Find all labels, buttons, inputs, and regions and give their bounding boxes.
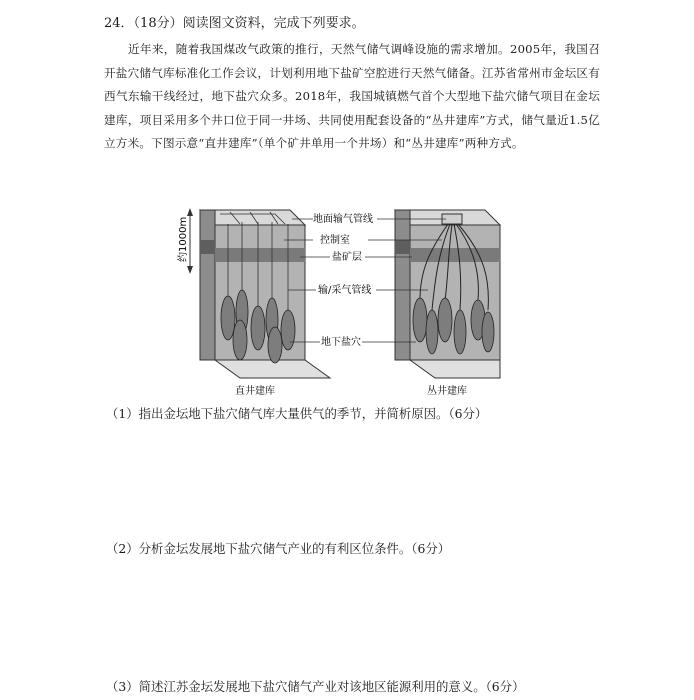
depth-label: 约1000m bbox=[178, 216, 189, 262]
subquestion-3: （3）简述江苏金坛发展地下盐穴储气产业对该地区能源利用的意义。（6分） bbox=[106, 679, 525, 694]
material-paragraph: 近年来，随着我国煤改气政策的推行，天然气储气调峰设施的需求增加。2005年，我国召开盐穴储气库标准化工作会议，计划利用地下盐矿空腔进行天然气储备。江苏省常州市金坛区有西气东输干线经过，地下盐穴众多。2018年，我国城镇燃气首个大型地下盐穴储气项目在金坛建库，项目采用多个井口位于同一井场、共同使用配套设备的“丛井建库”方式，储气量近1.5亿立方米。下图示意“直井建库”（单个矿井单用一个井场）和“丛井建库”两种方式。 bbox=[104, 42, 600, 150]
depth-indicator bbox=[176, 208, 193, 274]
cluster-well-block bbox=[395, 210, 500, 378]
storage-diagram bbox=[180, 200, 500, 400]
caption-vertical-well: 直井建库 bbox=[235, 386, 275, 397]
label-salt-cavern: 地下盐穴 bbox=[321, 337, 361, 348]
salt-cavern-shape bbox=[221, 296, 235, 340]
label-control-room: 控制室 bbox=[320, 235, 350, 246]
question-header: 24．（18分）阅读图文资料，完成下列要求。 bbox=[104, 16, 365, 31]
vertical-well-block bbox=[200, 210, 330, 378]
label-pipeline: 地面输气管线 bbox=[313, 214, 373, 225]
caption-cluster-well: 丛井建库 bbox=[427, 386, 467, 397]
label-gas-pipe: 输/采气管线 bbox=[318, 285, 372, 296]
subquestion-1: （1）指出金坛地下盐穴储气库大量供气的季节，并简析原因。（6分） bbox=[106, 406, 488, 421]
subquestion-2: （2）分析金坛发展地下盐穴储气产业的有利区位条件。（6分） bbox=[106, 541, 451, 556]
storage-diagram-svg bbox=[180, 200, 500, 400]
label-salt-layer: 盐矿层 bbox=[332, 252, 362, 263]
